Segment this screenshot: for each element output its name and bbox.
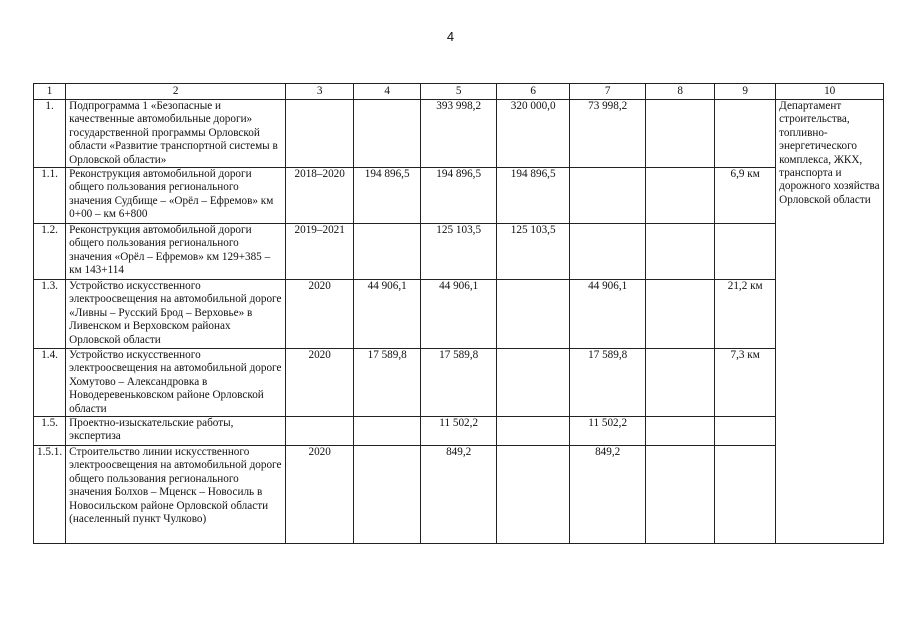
row-name: Подпрограмма 1 «Безопасные и качественные автомобильные дороги» государственной программы Орловской области «Развитие транспортной системы в Орловской области»: [66, 100, 286, 168]
row-name: Реконструкция автомобильной дороги общего пользования регионального значения Судбище – «Орёл – Ефремов» км 0+00 – км 6+800: [66, 168, 286, 224]
row-col-9: [715, 100, 776, 168]
row-col-8: [646, 100, 715, 168]
row-col-9: [715, 446, 776, 544]
row-name: Устройство искусственного электроосвещения на автомобильной дороге «Ливны – Русский Брод – Верховье» в Ливенском и Верховском районах Орловской области: [66, 280, 286, 349]
row-number: 1.5.1.: [34, 446, 66, 544]
header-col-5: 5: [421, 84, 497, 100]
row-col-5: 125 103,5: [421, 224, 497, 280]
row-col-7: 73 998,2: [570, 100, 646, 168]
row-col-7: [570, 168, 646, 224]
row-col-4: [354, 417, 421, 446]
header-col-3: 3: [286, 84, 354, 100]
row-number: 1.1.: [34, 168, 66, 224]
header-col-8: 8: [646, 84, 715, 100]
row-name: Строительство линии искусственного электроосвещения на автомобильной дороге общего пользования регионального значения Болхов – Мценск – Новосиль в Новосильском районе Орловской области (населенный пункт Чулково): [66, 446, 286, 544]
row-period: [286, 417, 354, 446]
row-col-7: [570, 224, 646, 280]
row-col-6: [497, 280, 570, 349]
row-col-9: 6,9 км: [715, 168, 776, 224]
row-col-8: [646, 280, 715, 349]
row-col-5: 194 896,5: [421, 168, 497, 224]
row-col-5: 393 998,2: [421, 100, 497, 168]
row-col-4: 194 896,5: [354, 168, 421, 224]
row-col-4: [354, 446, 421, 544]
responsible-executor: Департамент строительства, топливно-энергетического комплекса, ЖКХ, транспорта и дорожного хозяйства Орловской области: [776, 100, 884, 544]
row-col-8: [646, 417, 715, 446]
row-period: 2020: [286, 280, 354, 349]
table-row: [34, 417, 884, 446]
row-col-9: 21,2 км: [715, 280, 776, 349]
row-col-6: 320 000,0: [497, 100, 570, 168]
row-period: 2020: [286, 446, 354, 544]
header-col-4: 4: [354, 84, 421, 100]
header-col-7: 7: [570, 84, 646, 100]
row-col-6: [497, 349, 570, 417]
row-col-4: [354, 224, 421, 280]
row-number: 1.3.: [34, 280, 66, 349]
row-col-6: 125 103,5: [497, 224, 570, 280]
row-col-8: [646, 224, 715, 280]
row-col-5: 44 906,1: [421, 280, 497, 349]
header-col-10: 10: [776, 84, 884, 100]
row-period: 2020: [286, 349, 354, 417]
row-period: 2018–2020: [286, 168, 354, 224]
row-col-7: 849,2: [570, 446, 646, 544]
row-col-9: [715, 224, 776, 280]
row-col-6: [497, 417, 570, 446]
row-col-7: 11 502,2: [570, 417, 646, 446]
row-col-4: 44 906,1: [354, 280, 421, 349]
row-col-8: [646, 446, 715, 544]
table-row: [34, 168, 884, 224]
row-col-8: [646, 168, 715, 224]
header-col-9: 9: [715, 84, 776, 100]
header-col-2: 2: [66, 84, 286, 100]
row-col-5: 849,2: [421, 446, 497, 544]
header-col-6: 6: [497, 84, 570, 100]
page-number: 4: [446, 29, 455, 44]
row-period: 2019–2021: [286, 224, 354, 280]
row-name: Реконструкция автомобильной дороги общего пользования регионального значения «Орёл – Ефремов» км 129+385 – км 143+114: [66, 224, 286, 280]
row-number: 1.2.: [34, 224, 66, 280]
header-col-1: 1: [34, 84, 66, 100]
row-name: Проектно-изыскательские работы, экспертиза: [66, 417, 286, 446]
header-row: [34, 84, 884, 100]
table-row: [34, 100, 884, 168]
row-col-7: 17 589,8: [570, 349, 646, 417]
row-col-9: [715, 417, 776, 446]
table-row: [34, 224, 884, 280]
table-row: [34, 280, 884, 349]
table-row: [34, 446, 884, 544]
row-col-8: [646, 349, 715, 417]
row-number: 1.4.: [34, 349, 66, 417]
row-col-7: 44 906,1: [570, 280, 646, 349]
row-number: 1.5.: [34, 417, 66, 446]
table-row: [34, 349, 884, 417]
row-col-6: [497, 446, 570, 544]
row-col-4: 17 589,8: [354, 349, 421, 417]
program-table: [33, 83, 884, 544]
row-period: [286, 100, 354, 168]
row-col-6: 194 896,5: [497, 168, 570, 224]
row-name: Устройство искусственного электроосвещения на автомобильной дороге Хомутово – Александровка в Новодеревеньковском районе Орловской области: [66, 349, 286, 417]
row-col-4: [354, 100, 421, 168]
row-col-5: 17 589,8: [421, 349, 497, 417]
row-col-9: 7,3 км: [715, 349, 776, 417]
row-number: 1.: [34, 100, 66, 168]
row-col-5: 11 502,2: [421, 417, 497, 446]
